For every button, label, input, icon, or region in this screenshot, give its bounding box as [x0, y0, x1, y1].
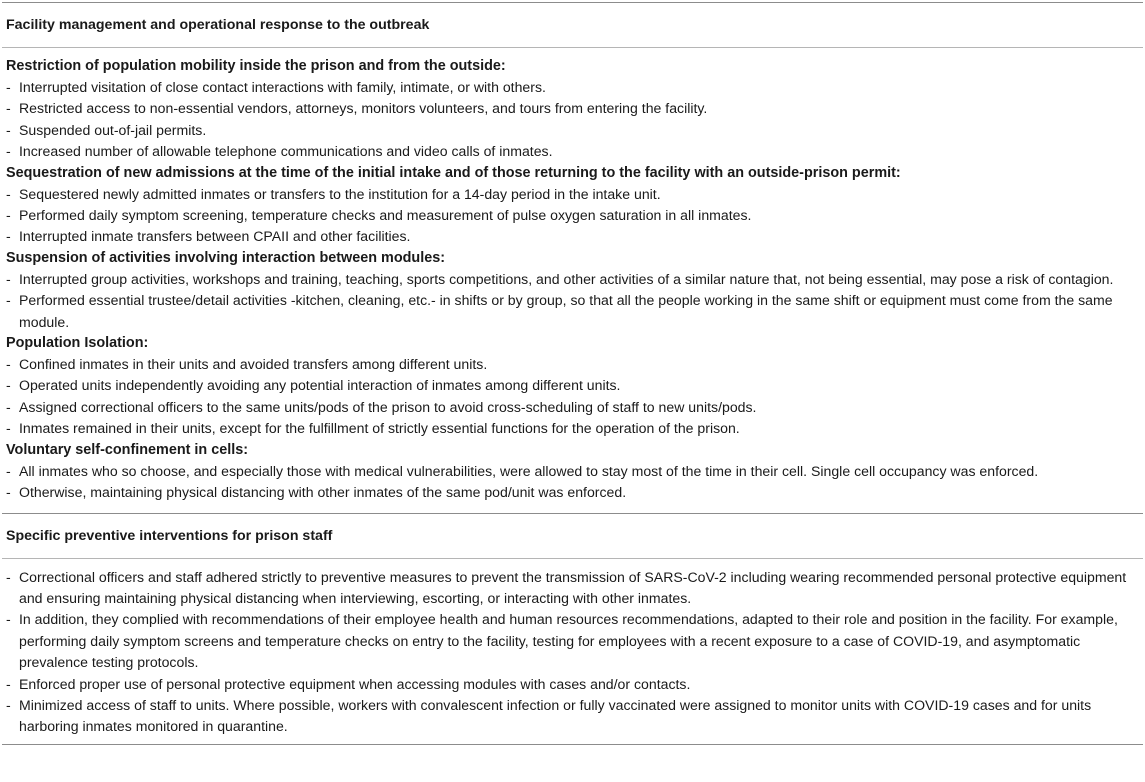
bullet-dash: - [6, 207, 11, 224]
list-item-text: Interrupted group activities, workshops and training, teaching, sports competitions, and other activities of a similar nature that, not being essential, may pose a risk of contagion. [19, 270, 1114, 287]
section2-body [2, 559, 1143, 744]
list-item [6, 184, 1143, 205]
list-item-text: Sequestered newly admitted inmates or transfers to the institution for a 14-day period in the intake unit. [19, 185, 661, 202]
bullet-dash: - [6, 696, 11, 713]
bullet-dash: - [6, 675, 11, 692]
group-heading: Population Isolation: [6, 335, 149, 352]
list-item [6, 567, 1143, 610]
list-item [6, 290, 1143, 333]
list-item [6, 609, 1143, 673]
bottom-rule [2, 744, 1143, 745]
list-item-text: Performed daily symptom screening, temperature checks and measurement of pulse oxygen saturation in all inmates. [19, 207, 752, 224]
bullet-dash: - [6, 100, 11, 117]
list-item [6, 397, 1143, 418]
bullet-dash: - [6, 420, 11, 437]
list-item-text: Interrupted inmate transfers between CPAII and other facilities. [19, 228, 411, 245]
list-item [6, 120, 1143, 141]
bullet-dash: - [6, 568, 11, 585]
list-item-text: Confined inmates in their units and avoided transfers among different units. [19, 356, 488, 373]
list-item [6, 375, 1143, 396]
list-item [6, 354, 1143, 375]
bullet-dash: - [6, 356, 11, 373]
list-item-text: Restricted access to non-essential vendors, attorneys, monitors volunteers, and tours from entering the facility. [19, 100, 708, 117]
list-item-text: Assigned correctional officers to the same units/pods of the prison to avoid cross-scheduling of staff to new units/pods. [19, 398, 757, 415]
bullet-dash: - [6, 377, 11, 394]
bullet-dash: - [6, 143, 11, 160]
list-item-text: Interrupted visitation of close contact interactions with family, intimate, or with others. [19, 79, 546, 95]
group-heading: Restriction of population mobility inside the prison and from the outside: [6, 58, 506, 74]
section2-title: Specific preventive interventions for prison staff [6, 527, 333, 544]
list-item-text: In addition, they complied with recommendations of their employee health and human resources recommendations, adapted to their role and position in the facility. For example, performing daily symptom screens and temperature checks on entry to the facility, testing for employees with a recent exposure to a case of COVID-19, and asymptomatic prevalence testing protocols. [19, 611, 1118, 671]
list-item [6, 674, 1143, 695]
list-item-text: Otherwise, maintaining physical distancing with other inmates of the same pod/unit was enforced. [19, 484, 627, 501]
bullet-dash: - [6, 228, 11, 245]
list-item-text: Correctional officers and staff adhered strictly to preventive measures to prevent the transmission of SARS-CoV-2 including wearing recommended personal protective equipment and ensuring maintaining physical distancing when interviewing, escorting, or interacting with other inmates. [19, 568, 1127, 606]
group-heading: Voluntary self-confinement in cells: [6, 441, 249, 458]
list-item-text: Enforced proper use of personal protective equipment when accessing modules with cases and/or contacts. [19, 675, 691, 692]
list-item [6, 461, 1143, 482]
list-item-text: Operated units independently avoiding any potential interaction of inmates among different units. [19, 377, 621, 394]
measures-table [2, 2, 1143, 745]
list-item [6, 482, 1143, 503]
bullet-dash: - [6, 398, 11, 415]
list-item [6, 205, 1143, 226]
bullet-dash: - [6, 292, 11, 309]
list-item [6, 98, 1143, 119]
section1-title: Facility management and operational response to the outbreak [6, 17, 430, 33]
list-item [6, 226, 1143, 247]
list-item-text: All inmates who so choose, and especially those with medical vulnerabilities, were allowed to stay most of the time in their cell. Single cell occupancy was enforced. [19, 462, 1039, 479]
bullet-dash: - [6, 462, 11, 479]
list-item [6, 269, 1143, 290]
list-item [6, 418, 1143, 439]
bullet-dash: - [6, 611, 11, 628]
list-item-text: Suspended out-of-jail permits. [19, 121, 207, 138]
section1-body [2, 48, 1143, 508]
list-item [6, 141, 1143, 162]
bullet-dash: - [6, 121, 11, 138]
group-heading: Sequestration of new admissions at the time of the initial intake and of those returning to the facility with an outside-prison permit: [6, 164, 901, 181]
list-item-text: Performed essential trustee/detail activities -kitchen, cleaning, etc.- in shifts or by group, so that all the people working in the same shift or equipment must come from the same module. [19, 292, 1113, 330]
list-item [6, 695, 1143, 738]
list-item-text: Inmates remained in their units, except for the fulfillment of strictly essential functions for the operation of the prison. [19, 420, 740, 437]
group-heading: Suspension of activities involving interaction between modules: [6, 249, 445, 266]
bullet-dash: - [6, 484, 11, 501]
bullet-dash: - [6, 270, 11, 287]
bullet-dash: - [6, 185, 11, 202]
list-item-text: Minimized access of staff to units. Where possible, workers with convalescent infection or fully vaccinated were assigned to monitor units with COVID-19 cases and for units harboring inmates monitored in quarantine. [19, 696, 1092, 735]
bullet-dash: - [6, 79, 11, 95]
list-item [6, 77, 1143, 98]
list-item-text: Increased number of allowable telephone communications and video calls of inmates. [19, 143, 553, 160]
